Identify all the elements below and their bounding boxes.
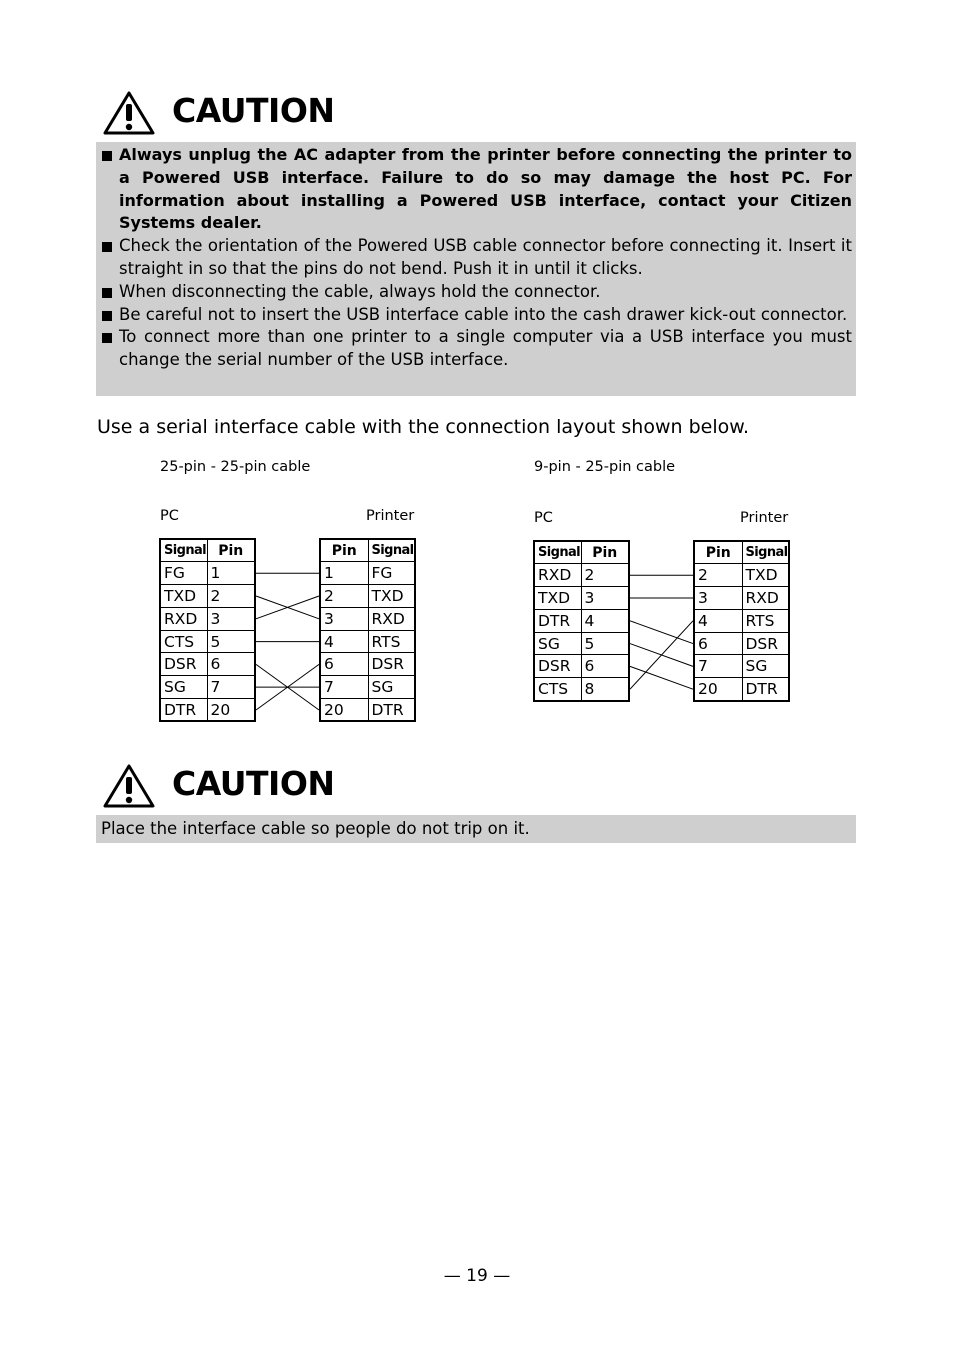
diagram25-pc-label: PC [160,508,179,524]
signal-cell: RTS [742,609,789,632]
signal-cell: DTR [742,678,789,701]
diagram9-printer-label: Printer [740,510,789,526]
wire-9pin [630,621,693,689]
pin-cell: 4 [694,609,742,632]
caution-bullet: Be careful not to insert the USB interface cable into the cash drawer kick-out connector. [101,304,852,327]
pin-cell: 1 [320,562,368,585]
signal-cell: SG [368,676,415,699]
signal-cell: FG [160,562,207,585]
diagram9-pc-label: PC [534,510,553,526]
signal-cell: RTS [368,630,415,653]
pin-cell: 5 [207,630,255,653]
pin-cell: 6 [207,653,255,676]
diagram25-caption: 25-pin - 25-pin cable [160,459,311,475]
diagram9-caption: 9-pin - 25-pin cable [534,459,676,475]
wire-9pin [630,621,693,644]
signal-cell: CTS [160,630,207,653]
signal-cell: DSR [742,632,789,655]
pin-cell: 6 [320,653,368,676]
pin-cell: 2 [694,564,742,587]
signal-cell: RXD [534,564,581,587]
warning-triangle-icon [102,763,156,809]
pin-cell: 8 [581,678,629,701]
page-number: — 19 — [443,1266,511,1286]
pin-cell: 20 [694,678,742,701]
pin-cell: 20 [320,699,368,722]
pin-cell: 7 [694,655,742,678]
signal-header: Signal [160,539,207,562]
signal-cell: DTR [368,699,415,722]
pin-cell: 7 [207,676,255,699]
signal-cell: RXD [368,607,415,630]
signal-cell: CTS [534,678,581,701]
signal-cell: RXD [742,587,789,610]
pin-cell: 6 [694,632,742,655]
pin-cell: 4 [581,609,629,632]
signal-cell: SG [742,655,789,678]
pin-header: Pin [207,539,255,562]
pin-header: Pin [320,539,368,562]
pin-cell: 4 [320,630,368,653]
pin-header: Pin [581,541,629,564]
pin-cell: 5 [581,632,629,655]
wire-9pin [630,666,693,689]
caution-bullet: Check the orientation of the Powered USB cable connector before connecting it. Insert it straight in so that the pins do not bend. Push it in until it clicks. [101,235,852,281]
signal-cell: SG [534,632,581,655]
pin-cell: 7 [320,676,368,699]
diagram25-printer-label: Printer [366,508,415,524]
signal-header: Signal [368,539,415,562]
pin-cell: 20 [207,699,255,722]
pin-cell: 6 [581,655,629,678]
signal-header: Signal [742,541,789,564]
intro-text: Use a serial interface cable with the connection layout shown below. [97,416,750,438]
signal-cell: DSR [534,655,581,678]
pin-header: Pin [694,541,742,564]
pin-cell: 2 [581,564,629,587]
caution-bullet: Always unplug the AC adapter from the printer before connecting the printer to a Powered USB interface. Failure to do so may damage the host PC. For information about installing a Powered USB interface, contact your Citizen Systems dealer. [101,144,852,235]
signal-cell: TXD [160,585,207,608]
signal-cell: FG [368,562,415,585]
signal-header: Signal [534,541,581,564]
signal-cell: TXD [534,587,581,610]
caution-bullet: To connect more than one printer to a single computer via a USB interface you must change the serial number of the USB interface. [101,326,852,372]
signal-cell: SG [160,676,207,699]
pin-cell: 3 [320,607,368,630]
caution-bullet: When disconnecting the cable, always hold the connector. [101,281,852,304]
pin-cell: 3 [581,587,629,610]
caution-text: Place the interface cable so people do not trip on it. [101,819,530,838]
pin-cell: 3 [207,607,255,630]
signal-cell: TXD [368,585,415,608]
signal-cell: RXD [160,607,207,630]
signal-cell: DSR [368,653,415,676]
pin-cell: 3 [694,587,742,610]
caution-title: CAUTION [172,91,335,130]
signal-cell: DTR [160,699,207,722]
pin-cell: 2 [207,585,255,608]
signal-cell: TXD [742,564,789,587]
pin-cell: 1 [207,562,255,585]
signal-cell: DSR [160,653,207,676]
caution-title: CAUTION [172,764,335,803]
caution-box-2 [96,815,856,843]
pin-cell: 2 [320,585,368,608]
signal-cell: DTR [534,609,581,632]
